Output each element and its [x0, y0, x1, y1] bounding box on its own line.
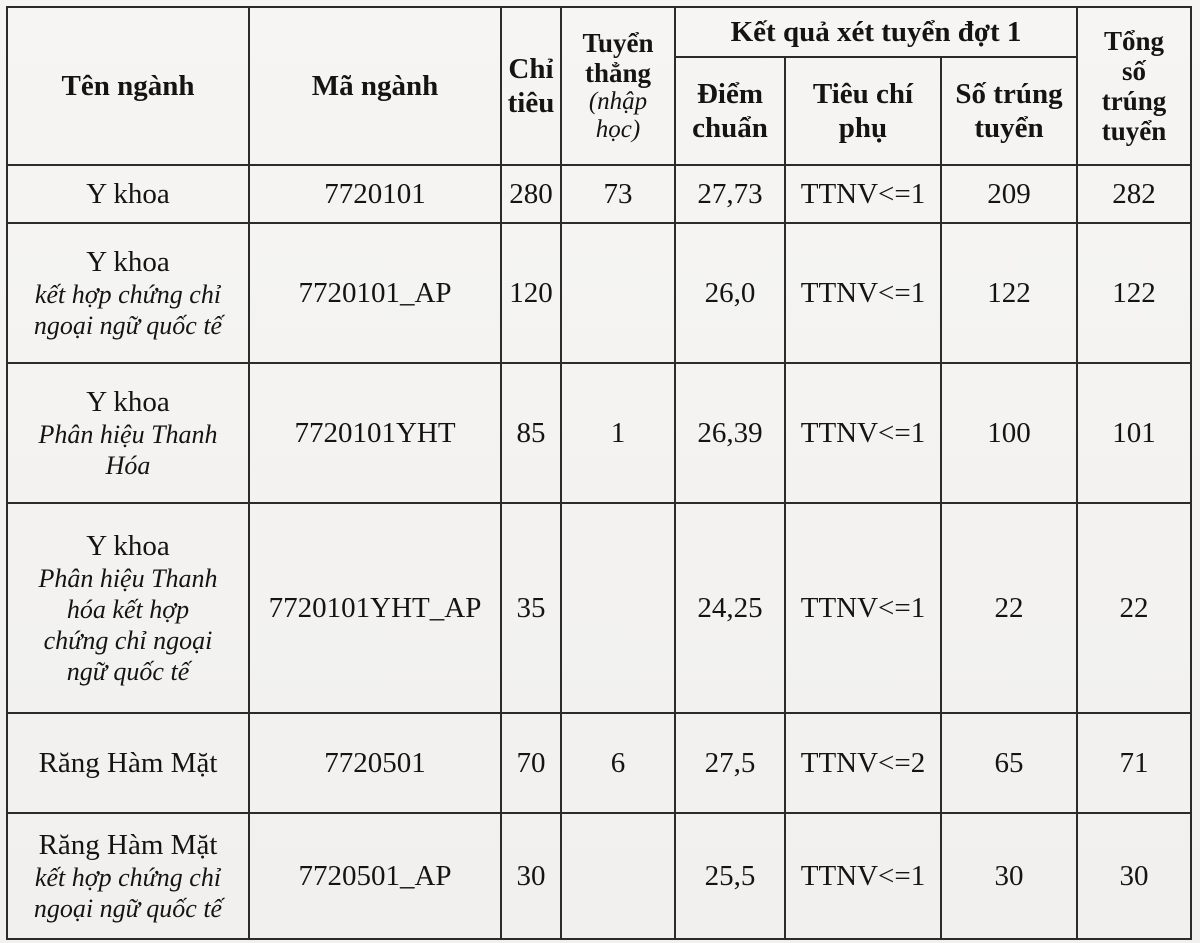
major-subtitle-line: kết hợp chứng chỉ — [34, 280, 222, 309]
cell-ma-nganh: 7720501 — [249, 713, 501, 813]
major-subtitle-line: ngữ quốc tế — [66, 657, 190, 686]
cell-chi-tieu: 120 — [501, 223, 561, 363]
header-tieu-chi-phu — [785, 57, 941, 165]
cell-diem-chuan: 26,0 — [675, 223, 785, 363]
header-tuyen-thang-line: Tuyển — [582, 28, 654, 58]
table-row — [7, 223, 1191, 363]
header-chi-tieu-line: Chỉ — [508, 53, 554, 85]
cell-so-trung-tuyen: 22 — [941, 503, 1077, 713]
header-tieu-chi-phu-line: phụ — [838, 112, 888, 144]
table-row — [7, 813, 1191, 939]
cell-ten-nganh — [7, 363, 249, 503]
admission-results-table — [6, 6, 1192, 940]
cell-diem-chuan: 27,73 — [675, 165, 785, 223]
major-subtitle-line: ngoại ngữ quốc tế — [33, 311, 223, 340]
cell-ten-nganh — [7, 223, 249, 363]
major-subtitle-line: Phân hiệu Thanh — [38, 420, 218, 449]
header-ma-nganh: Mã ngành — [249, 7, 501, 165]
header-tieu-chi-phu-line: Tiêu chí — [812, 78, 914, 110]
cell-so-trung-tuyen: 65 — [941, 713, 1077, 813]
cell-chi-tieu: 35 — [501, 503, 561, 713]
major-subtitle-line: Hóa — [105, 451, 151, 480]
header-chi-tieu — [501, 7, 561, 165]
major-name: Y khoa — [86, 178, 170, 210]
cell-ma-nganh: 7720101YHT_AP — [249, 503, 501, 713]
cell-ten-nganh — [7, 713, 249, 813]
cell-tieu-chi-phu: TTNV<=1 — [785, 223, 941, 363]
header-diem-chuan-line: chuẩn — [692, 112, 768, 144]
cell-diem-chuan: 24,25 — [675, 503, 785, 713]
cell-so-trung-tuyen: 100 — [941, 363, 1077, 503]
cell-tong-so: 71 — [1077, 713, 1191, 813]
cell-so-trung-tuyen: 209 — [941, 165, 1077, 223]
cell-ma-nganh: 7720101 — [249, 165, 501, 223]
table-row — [7, 363, 1191, 503]
header-tong-so-line: trúng — [1101, 86, 1167, 116]
major-name: Y khoa — [86, 386, 170, 418]
header-diem-chuan — [675, 57, 785, 165]
cell-tuyen-thang — [561, 503, 675, 713]
cell-tuyen-thang: 73 — [561, 165, 675, 223]
cell-ten-nganh — [7, 813, 249, 939]
cell-chi-tieu: 85 — [501, 363, 561, 503]
cell-tong-so: 282 — [1077, 165, 1191, 223]
header-tong-so-line: Tổng — [1103, 26, 1165, 56]
header-chi-tieu-line: tiêu — [507, 87, 555, 119]
major-name: Y khoa — [86, 530, 170, 562]
header-so-trung-tuyen-line: Số trúng — [955, 78, 1063, 110]
header-so-trung-tuyen-line: tuyển — [974, 112, 1044, 144]
cell-tieu-chi-phu: TTNV<=1 — [785, 503, 941, 713]
cell-diem-chuan: 27,5 — [675, 713, 785, 813]
cell-ten-nganh — [7, 165, 249, 223]
cell-tong-so: 122 — [1077, 223, 1191, 363]
cell-tong-so: 101 — [1077, 363, 1191, 503]
header-tuyen-thang-note: (nhập — [588, 88, 648, 115]
cell-tieu-chi-phu: TTNV<=1 — [785, 363, 941, 503]
major-subtitle-line: Phân hiệu Thanh — [38, 564, 218, 593]
header-tuyen-thang-note: học) — [595, 116, 641, 143]
header-diem-chuan-line: Điểm — [696, 78, 764, 110]
table-row — [7, 713, 1191, 813]
header-tuyen-thang — [561, 7, 675, 165]
header-ten-nganh: Tên ngành — [7, 7, 249, 165]
header-tuyen-thang-line: thẳng — [584, 58, 652, 88]
cell-tieu-chi-phu: TTNV<=2 — [785, 713, 941, 813]
header-tong-so — [1077, 7, 1191, 165]
cell-tuyen-thang — [561, 223, 675, 363]
major-subtitle-line: chứng chỉ ngoại — [43, 626, 213, 655]
major-subtitle-line: kết hợp chứng chỉ — [34, 863, 222, 892]
header-so-trung-tuyen — [941, 57, 1077, 165]
cell-ma-nganh: 7720101YHT — [249, 363, 501, 503]
major-subtitle-line: ngoại ngữ quốc tế — [33, 894, 223, 923]
cell-so-trung-tuyen: 122 — [941, 223, 1077, 363]
cell-so-trung-tuyen: 30 — [941, 813, 1077, 939]
cell-tuyen-thang: 1 — [561, 363, 675, 503]
header-tong-so-line: số — [1121, 56, 1146, 86]
major-name: Răng Hàm Mặt — [38, 747, 218, 779]
table-row — [7, 503, 1191, 713]
cell-tieu-chi-phu: TTNV<=1 — [785, 813, 941, 939]
cell-diem-chuan: 25,5 — [675, 813, 785, 939]
cell-chi-tieu: 30 — [501, 813, 561, 939]
cell-tuyen-thang — [561, 813, 675, 939]
major-subtitle-line: hóa kết hợp — [66, 595, 190, 624]
cell-diem-chuan: 26,39 — [675, 363, 785, 503]
major-name: Răng Hàm Mặt — [38, 829, 218, 861]
cell-ma-nganh: 7720101_AP — [249, 223, 501, 363]
cell-chi-tieu: 280 — [501, 165, 561, 223]
major-name: Y khoa — [86, 246, 170, 278]
table-row — [7, 165, 1191, 223]
header-ket-qua: Kết quả xét tuyển đợt 1 — [675, 7, 1077, 57]
cell-tong-so: 22 — [1077, 503, 1191, 713]
cell-tong-so: 30 — [1077, 813, 1191, 939]
header-tong-so-line: tuyển — [1101, 116, 1167, 146]
cell-ma-nganh: 7720501_AP — [249, 813, 501, 939]
cell-tuyen-thang: 6 — [561, 713, 675, 813]
cell-tieu-chi-phu: TTNV<=1 — [785, 165, 941, 223]
cell-chi-tieu: 70 — [501, 713, 561, 813]
cell-ten-nganh — [7, 503, 249, 713]
